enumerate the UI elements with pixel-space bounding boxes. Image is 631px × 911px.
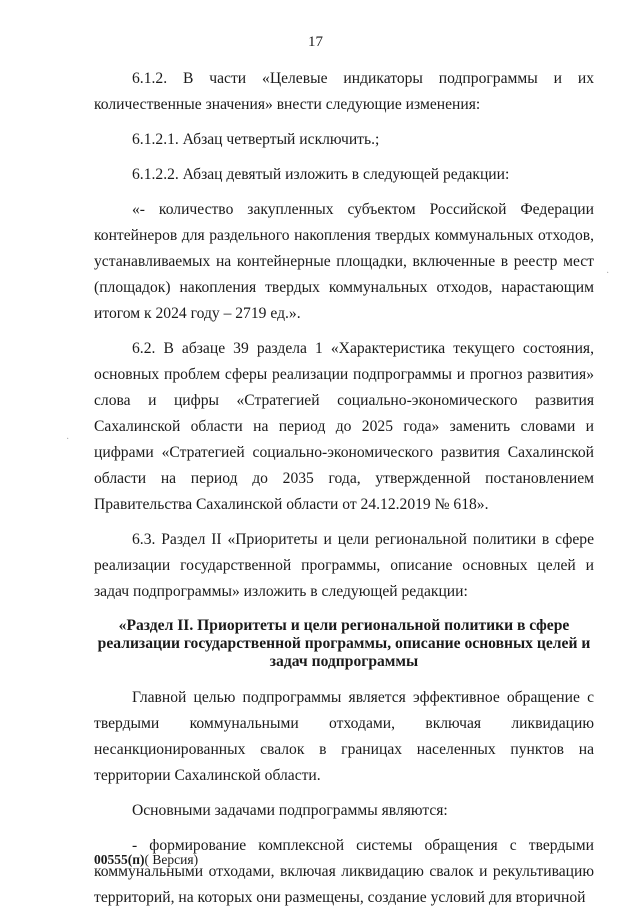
scan-speck: · <box>606 268 610 279</box>
scan-speck: · <box>66 434 70 445</box>
paragraph-6-1-2-1: 6.1.2.1. Абзац четвертый исключить.; <box>132 131 380 148</box>
paragraph-6-3: 6.3. Раздел II «Приоритеты и цели региональной политики в сфере реализации государственной программы, описание основных целей и задач подпрограммы» изложить в следующей редакции: <box>94 531 594 600</box>
section-title: «Раздел II. Приоритеты и цели региональной политики в сфере реализации государственной программы, описание основных целей и задач подпрограммы <box>97 617 591 670</box>
paragraph-6-1-2-2: 6.1.2.2. Абзац девятый изложить в следующей редакции: <box>132 166 510 183</box>
footer-code: 00555(п) <box>94 852 145 867</box>
paragraph-quote-containers: «- количество закупленных субъектом Российской Федерации контейнеров для раздельного накопления твердых коммунальных отходов, устанавливаемых на контейнерные площадки, включенные в реестр мест (площадок) накопления твердых коммунальных отходов, нарастающим итогом к 2024 году – 2719 ед.». <box>94 201 594 322</box>
paragraph-tasks-intro: Основными задачами подпрограммы являются: <box>132 802 448 819</box>
paragraph-6-2: 6.2. В абзаце 39 раздела 1 «Характеристика текущего состояния, основных проблем сферы реализации подпрограммы и прогноз развития» слова и цифры «Стратегией социально-экономического развития Сахалинской области на период до 2025 года» заменить словами и цифрами «Стратегией социально-экономического развития Сахалинской области на период до 2035 года, утвержденной постановлением Правительства Сахалинской области от 24.12.2019 № 618». <box>94 340 594 513</box>
paragraph-task-1: - формирование комплексной системы обращения с твердыми коммунальными отходами, включая ликвидацию свалок и рекультивацию территорий, на которых они размещены, создание условий для вторичной <box>94 837 594 906</box>
paragraph-6-1-2: 6.1.2. В части «Целевые индикаторы подпрограммы и их количественные значения» внести следующие изменения: <box>94 70 594 113</box>
page-number: 17 <box>308 34 323 50</box>
paragraph-main-goal: Главной целью подпрограммы является эффективное обращение с твердыми коммунальными отходами, включая ликвидацию несанкционированных свалок в границах населенных пунктов на территории Сахалинской области. <box>94 689 594 784</box>
footer-version: ( Версия) <box>144 852 199 867</box>
document-body <box>94 66 594 911</box>
footer <box>94 852 198 868</box>
